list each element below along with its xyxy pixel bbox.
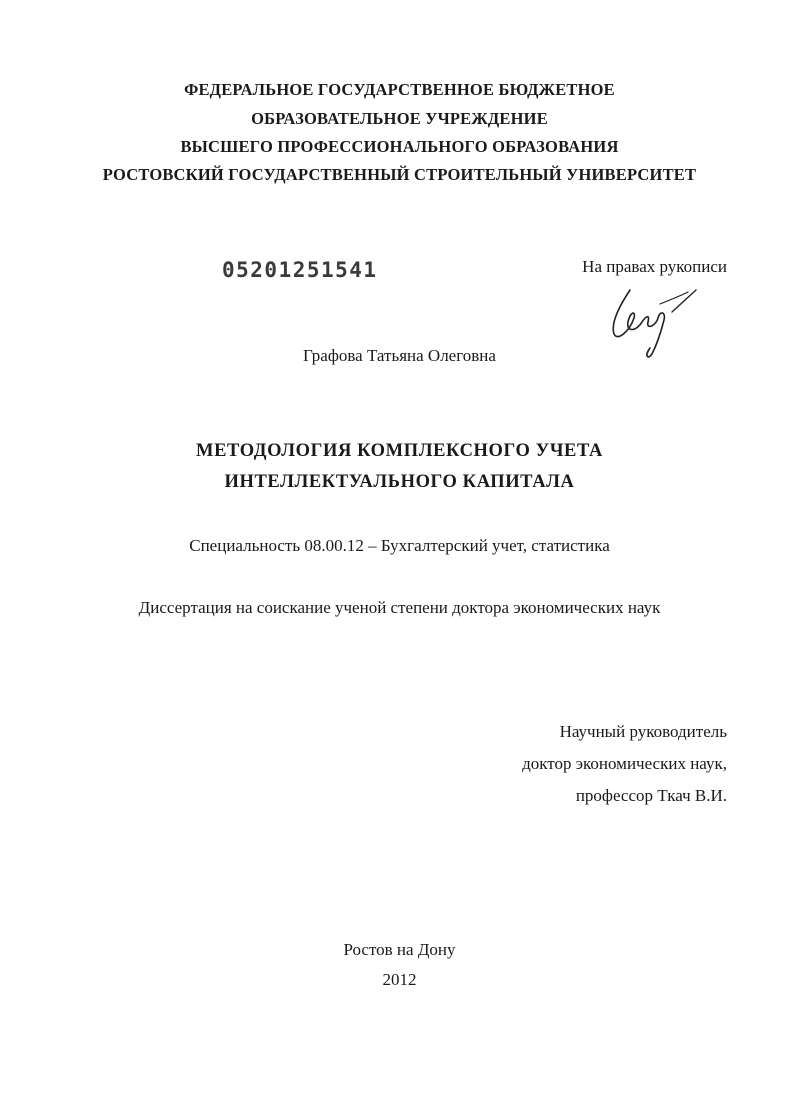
supervisor-name: профессор Ткач В.И. [575,786,727,805]
thesis-title-line-2: ИНТЕЛЛЕКТУАЛЬНОГО КАПИТАЛА [224,472,575,492]
supervisor-label: Научный руководитель [559,722,727,741]
place: Ростов на Дону [343,940,456,959]
specialty: Специальность 08.00.12 – Бухгалтерский учет, статистика [189,536,610,555]
institution-line-4: РОСТОВСКИЙ ГОСУДАРСТВЕННЫЙ СТРОИТЕЛЬНЫЙ УНИВЕРСИТЕТ [102,165,697,184]
author-name: Графова Татьяна Олеговна [303,346,496,365]
manuscript-note: На правах рукописи [582,257,727,276]
stamp-number: 05201251541 [222,258,378,282]
institution-line-3: ВЫСШЕГО ПРОФЕССИОНАЛЬНОГО ОБРАЗОВАНИЯ [180,137,619,156]
institution-line-1: ФЕДЕРАЛЬНОЕ ГОСУДАРСТВЕННОЕ БЮДЖЕТНОЕ [184,80,615,99]
thesis-title-line-1: МЕТОДОЛОГИЯ КОМПЛЕКСНОГО УЧЕТА [196,441,603,461]
year: 2012 [382,970,417,989]
supervisor-degree: доктор экономических наук, [522,754,727,773]
institution-line-2: ОБРАЗОВАТЕЛЬНОЕ УЧРЕЖДЕНИЕ [251,109,548,128]
degree-statement: Диссертация на соискание ученой степени доктора экономических наук [138,598,661,617]
